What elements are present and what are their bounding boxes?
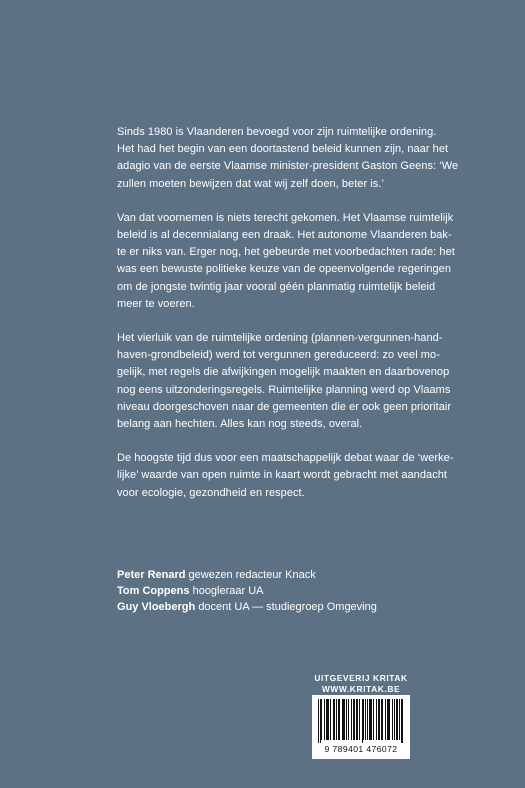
barcode-bar xyxy=(327,699,328,740)
barcode-bar xyxy=(333,699,334,740)
barcode-bar xyxy=(326,699,327,740)
author-role: hoogleraar UA xyxy=(192,584,264,597)
barcode-bar xyxy=(351,699,352,740)
barcode-bar xyxy=(336,699,337,740)
barcode-bar xyxy=(354,699,355,740)
author-name: Peter Renard xyxy=(117,569,186,581)
barcode-bar xyxy=(389,699,390,740)
barcode-bar xyxy=(394,699,395,740)
author-name: Guy Vloebergh xyxy=(117,600,196,613)
barcode-bar xyxy=(353,699,354,740)
barcode-bar xyxy=(373,699,374,740)
barcode-bar xyxy=(356,699,357,740)
author-role: docent UA — studiegroep Omgeving xyxy=(198,600,377,613)
text-line: belang aan hechten. Alles kan nog steeds, overal. xyxy=(117,418,363,431)
text-line: Sinds 1980 is Vlaanderen bevoegd voor zijn ruimtelijke ordening. xyxy=(117,126,437,138)
text-line: Van dat voornemen is niets terecht gekomen. Het Vlaamse ruimtelijk xyxy=(117,211,454,224)
barcode-bar xyxy=(318,699,319,743)
barcode-bar xyxy=(365,699,366,740)
text-line: adagio van de eerste Vlaamse minister-president Gaston Geens: ‘We xyxy=(117,160,459,173)
text-line: om de jongste twintig jaar vooral géén planmatig ruimtelijk beleid xyxy=(117,280,436,293)
publisher-website: WWW.KRITAK.BE xyxy=(321,684,401,694)
barcode-bar xyxy=(342,699,343,740)
barcode-bar xyxy=(396,699,397,740)
barcode-bar xyxy=(324,699,325,740)
barcode-bar xyxy=(381,699,382,740)
barcode-bar xyxy=(330,699,331,740)
barcode-bar xyxy=(321,699,322,740)
barcode-bar xyxy=(401,699,402,743)
text-line: beleid is al decennialang een draak. Het autonome Vlaanderen bak- xyxy=(117,229,452,242)
barcode-bar xyxy=(379,699,380,740)
paragraph-1 xyxy=(117,124,459,193)
barcode-bar xyxy=(348,699,349,740)
barcode-bar xyxy=(363,699,364,740)
credit-line xyxy=(117,568,417,584)
barcode-bar xyxy=(402,699,403,743)
paragraph-4 xyxy=(117,450,454,502)
text-line: was een bewuste politieke keuze van de opeenvolgende regeringen xyxy=(117,263,451,276)
author-name: Tom Coppens xyxy=(117,584,190,597)
barcode-bar xyxy=(339,699,340,740)
barcode-bar xyxy=(367,699,368,740)
text-line: Het had het begin van een doortastend beleid kunnen zijn, naar het xyxy=(117,143,449,156)
author-credits xyxy=(117,568,417,615)
barcode-bar xyxy=(388,699,389,740)
credit-line xyxy=(117,584,417,600)
barcode-bar xyxy=(378,699,379,740)
barcode-bar xyxy=(338,699,339,740)
text-line: voor ecologie, gezondheid en respect. xyxy=(117,486,305,499)
barcode-bar xyxy=(392,699,393,740)
barcode-bar xyxy=(344,699,345,740)
barcode-bar xyxy=(399,699,400,740)
barcode-bar xyxy=(370,699,371,740)
barcode-bar xyxy=(387,699,388,740)
text-line: haven-grondbeleid) werd tot vergunnen gereduceerd: zo veel mo- xyxy=(117,349,440,362)
text-line: nog eens uitzonderingsregels. Ruimtelijke planning werd op Vlaams xyxy=(117,383,451,396)
isbn-barcode xyxy=(312,695,410,759)
text-line: lijke’ waarde van open ruimte in kaart wordt gebracht met aandacht xyxy=(117,469,448,482)
text-line: meer te voeren. xyxy=(117,297,195,310)
paragraph-3 xyxy=(117,330,452,433)
barcode-bar xyxy=(328,699,329,740)
barcode-bar xyxy=(346,699,347,740)
author-role: gewezen redacteur Knack xyxy=(188,569,316,581)
barcode-bar xyxy=(359,699,360,740)
back-cover-text xyxy=(117,124,459,519)
barcode-bar xyxy=(371,699,372,740)
text-line: Het vierluik van de ruimtelijke ordening (plannen-vergunnen-hand- xyxy=(117,332,443,345)
publisher-info xyxy=(312,673,410,695)
barcode-bars xyxy=(318,699,404,743)
barcode-bar xyxy=(397,699,398,740)
barcode-bar xyxy=(334,699,335,740)
text-line: zullen moeten bewijzen dat wat wij zelf doen, beter is.’ xyxy=(117,177,384,190)
isbn-number: 9 789401 476072 xyxy=(324,744,398,754)
barcode-bar xyxy=(320,699,321,743)
text-line: niveau doorgeschoven naar de gemeenten die er ook geen prioritair xyxy=(117,400,452,413)
barcode-bar xyxy=(343,699,344,740)
text-line: gelijk, met regels die afwijkingen mogelijk maakten en daarbovenop xyxy=(117,366,450,379)
paragraph-2 xyxy=(117,210,455,313)
publisher-name: UITGEVERIJ KRITAK xyxy=(314,673,408,683)
barcode-bar xyxy=(382,699,383,740)
barcode-bar xyxy=(385,699,386,740)
barcode-bar xyxy=(369,699,370,740)
credit-line xyxy=(117,600,417,616)
barcode-bar xyxy=(357,699,358,740)
text-line: De hoogste tijd dus voor een maatschappelijk debat waar de ‘werke- xyxy=(117,452,454,465)
barcode-bar xyxy=(362,699,363,743)
text-line: te er niks van. Erger nog, het gebeurde met voorbedachten rade: het xyxy=(117,246,455,259)
barcode-bar xyxy=(376,699,377,740)
